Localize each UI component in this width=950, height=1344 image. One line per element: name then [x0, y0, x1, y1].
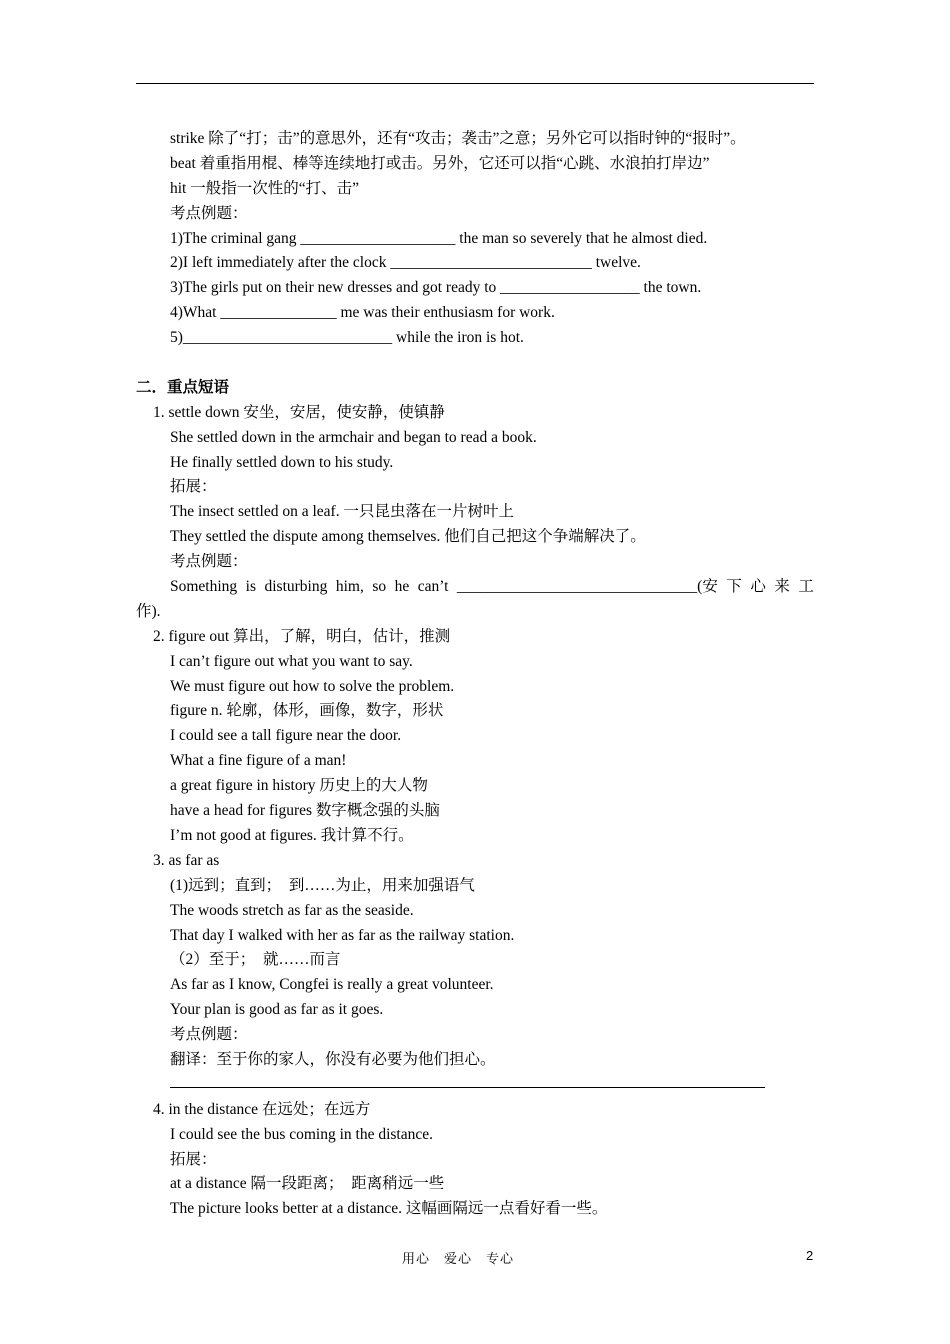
word: can’t — [417, 578, 449, 596]
word: he — [394, 578, 410, 596]
exercise-line — [136, 575, 814, 600]
text-line: As far as I know, Congfei is really a great volunteer. — [170, 976, 494, 994]
text-line: have a head for figures 数字概念强的头脑 — [170, 802, 440, 820]
text-line: （2）至于； 就……而言 — [170, 951, 341, 969]
numbered-item: 4. in the distance 在远处；在远方 — [153, 1100, 371, 1118]
text-line: hit 一般指一次性的“打、击” — [170, 179, 359, 197]
text-line: 4)What _______________ me was their enthusiasm for work. — [170, 304, 555, 322]
text-line: strike 除了“打；击”的意思外，还有“攻击；袭击”之意；另外它可以指时钟的“报时”。 — [170, 130, 746, 147]
numbered-item: 2. figure out 算出，了解，明白，估计，推测 — [153, 627, 451, 645]
text-line: I’m not good at figures. 我计算不行。 — [170, 826, 414, 844]
text-line: That day I walked with her as far as the railway station. — [170, 926, 515, 944]
text-line: 考点例题： — [170, 204, 248, 222]
word: him, — [335, 578, 364, 596]
footer-motto: 用心 爱心 专心 — [402, 1252, 515, 1267]
page-number: 2 — [806, 1248, 814, 1263]
text-line: 翻译：至于你的家人，你没有必要为他们担心。 — [170, 1050, 496, 1068]
text-line: 作). — [136, 602, 161, 620]
numbered-item: 3. as far as — [153, 851, 220, 869]
text-line: 1)The criminal gang ____________________ the man so severely that he almost died. — [170, 229, 708, 247]
text-line: 拓展： — [170, 478, 217, 496]
word: 心 — [750, 578, 766, 596]
answer-line — [136, 1073, 814, 1098]
section-heading: 二．重点短语 — [136, 378, 230, 396]
word: _______________________________(安 — [456, 578, 718, 596]
word: Something — [170, 578, 238, 596]
numbered-item: 1. settle down 安坐，安居，使安静，使镇静 — [153, 403, 445, 421]
text-line: 考点例题： — [170, 1026, 248, 1044]
text-line: beat 着重指用棍、棒等连续地打或击。另外，它还可以指“心跳、水浪拍打岸边” — [170, 154, 710, 172]
text-line: The woods stretch as far as the seaside. — [170, 901, 414, 919]
text-line: 考点例题： — [170, 553, 248, 571]
text-line: I can’t figure out what you want to say. — [170, 652, 413, 670]
word: disturbing — [264, 578, 328, 596]
document-body — [136, 127, 814, 1222]
text-line: She settled down in the armchair and began to read a book. — [170, 428, 537, 446]
word: 工 — [798, 578, 814, 596]
header-rule — [136, 83, 814, 84]
text-line: Your plan is good as far as it goes. — [170, 1001, 384, 1019]
text-line: figure n. 轮廓，体形，画像，数字，形状 — [170, 702, 444, 720]
text-line: I could see the bus coming in the distance. — [170, 1125, 434, 1143]
text-line: We must figure out how to solve the problem. — [170, 677, 455, 695]
text-line: The picture looks better at a distance. 这幅画隔远一点看好看一些。 — [170, 1200, 608, 1218]
text-line: 5)___________________________ while the iron is hot. — [170, 329, 524, 347]
text-line: at a distance 隔一段距离； 距离稍远一些 — [170, 1175, 445, 1193]
text-line: The insect settled on a leaf. 一只昆虫落在一片树叶上 — [170, 503, 514, 521]
text-line: 拓展： — [170, 1150, 217, 1168]
text-line: What a fine figure of a man! — [170, 752, 347, 770]
answer-underline — [170, 1087, 765, 1088]
text-line: a great figure in history 历史上的大人物 — [170, 777, 428, 795]
justified-text — [170, 575, 814, 600]
text-line: 2)I left immediately after the clock __________________________ twelve. — [170, 254, 641, 272]
word: 下 — [726, 578, 742, 596]
word: is — [245, 578, 256, 596]
text-line: 3)The girls put on their new dresses and got ready to __________________ the town. — [170, 279, 702, 297]
word: so — [372, 578, 387, 596]
word: 来 — [774, 578, 790, 596]
text-line: I could see a tall figure near the door. — [170, 727, 402, 745]
blank-line — [136, 351, 814, 376]
text-line: They settled the dispute among themselves. 他们自己把这个争端解决了。 — [170, 528, 646, 546]
text-line: He finally settled down to his study. — [170, 453, 394, 471]
text-line: (1)远到；直到； 到……为止，用来加强语气 — [170, 876, 475, 894]
